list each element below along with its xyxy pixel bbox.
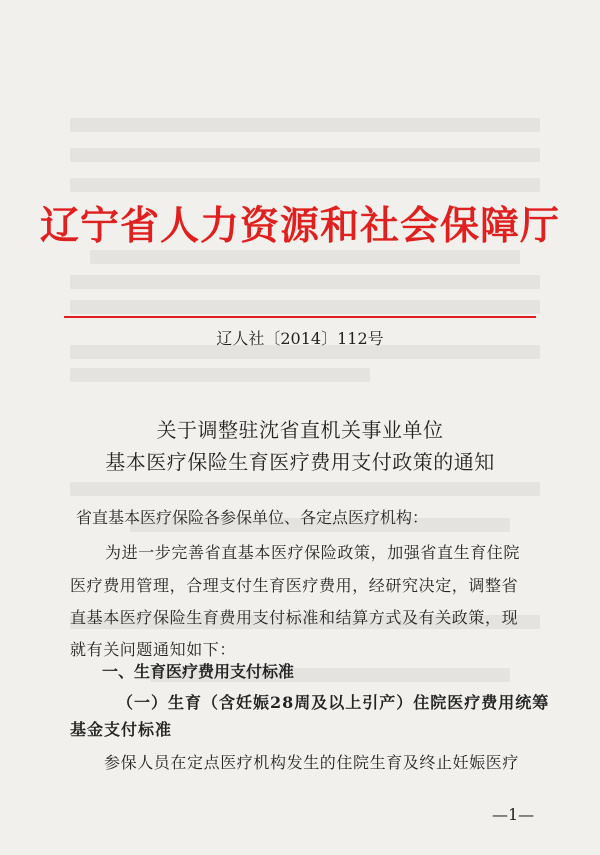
paragraph-1-line: 医疗费用管理，合理支付生育医疗费用，经研究决定，调整省 xyxy=(70,576,519,595)
page-number: —1— xyxy=(492,805,535,824)
paragraph-1-line: 为进一步完善省直基本医疗保险政策，加强省直生育住院 xyxy=(105,543,521,562)
bleed-through xyxy=(90,250,520,264)
bleed-through xyxy=(70,148,540,162)
header-divider xyxy=(64,316,536,318)
document-title-line-1: 关于调整驻沈省直机关事业单位 xyxy=(156,418,444,442)
bleed-through xyxy=(70,275,540,289)
bleed-through xyxy=(70,368,370,382)
bleed-through xyxy=(70,118,540,132)
bleed-through xyxy=(70,178,540,192)
section-heading-1: 一、生育医疗费用支付标准 xyxy=(102,662,295,681)
addressee: 省直基本医疗保险各参保单位、各定点医疗机构： xyxy=(76,508,429,527)
subsection-heading: （一）生育（含妊娠28周及以上引产）住院医疗费用统筹 xyxy=(117,693,550,712)
paragraph-1-line: 直基本医疗保险生育费用支付标准和结算方式及有关政策，现 xyxy=(70,608,519,627)
issuing-authority-header: 辽宁省人力资源和社会保障厅 xyxy=(39,203,560,249)
document-number: 辽人社〔2014〕112号 xyxy=(216,329,384,348)
paragraph-2-line: 参保人员在定点医疗机构发生的住院生育及终止妊娠医疗 xyxy=(104,753,520,772)
subsection-heading: 基金支付标准 xyxy=(70,720,173,739)
bleed-through xyxy=(70,300,540,314)
paragraph-1-line: 就有关问题通知如下： xyxy=(70,640,237,659)
document-title-line-2: 基本医疗保险生育医疗费用支付政策的通知 xyxy=(105,450,495,474)
bleed-through xyxy=(70,482,540,496)
